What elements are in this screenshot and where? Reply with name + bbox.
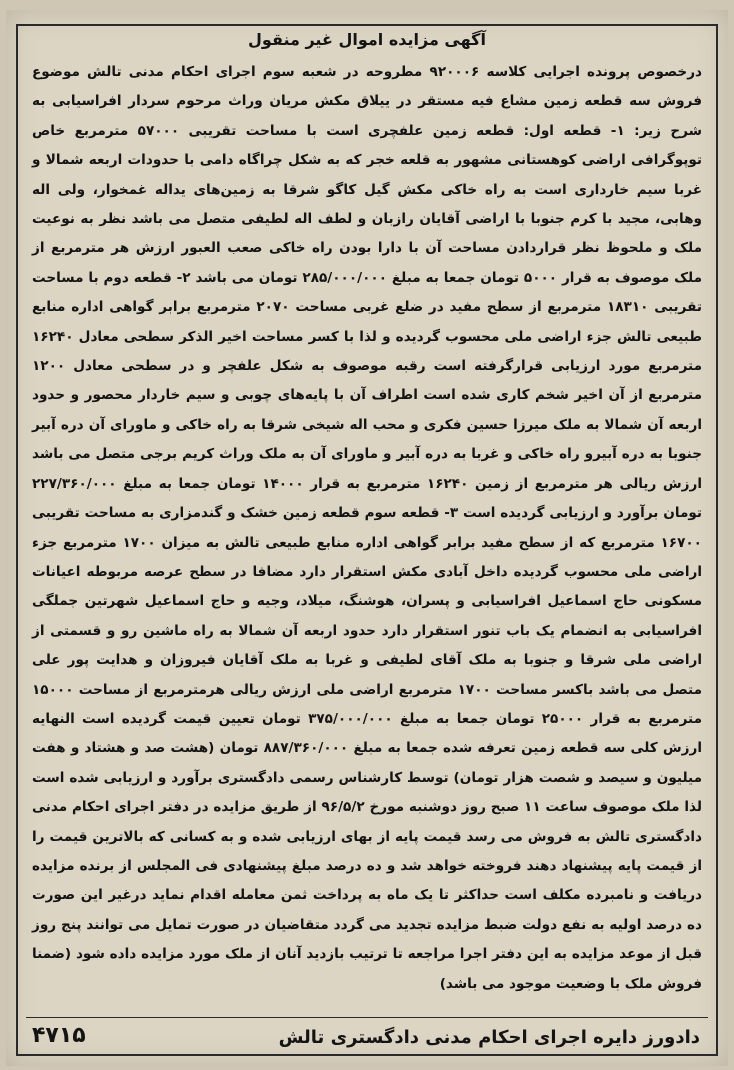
ad-code: ۴۷۱۵	[32, 1023, 86, 1048]
notice-body: درخصوص پرونده اجرایی کلاسه ۹۲۰۰۰۶ مطروحه در شعبه سوم اجرای احکام مدنی تالش موضوع فروش سه قطعه زمین مشاع فیه مستقر در ییلاق مکش مریان وراث مرحوم سردار افراسیابی به شرح زیر: ۱- قطعه اول: قطعه زمین علفچری است با مساحت تقریبی ۵۷۰۰۰ مترمربع خاص توپوگرافی اراضی کوهستانی مشهور به قلعه خجر که به شکل چراگاه دامی با حدودات اربعه شمالا و غربا سیم خارداری است به راه خاکی مکش گیل کاگو شرقا به زمین‌های یداله غمخوار، ولی اله وهابی، مجید با کرم جنوبا با اراضی آقایان رازبان و لطف اله لطیفی متصل می باشد نظر به نوعیت ملک و ملحوظ نظر قراردادن مساحت آن با دارا بودن راه خاکی صعب العبور ارزش هر مترمربع از ملک موصوف به قرار ۵۰۰۰ تومان جمعا به مبلغ ۲۸۵/۰۰۰/۰۰۰ تومان می باشد ۲- قطعه دوم با مساحت تقریبی ۱۸۳۱۰ مترمربع از سطح مفید در ضلع غربی مساحت ۲۰۷۰ مترمربع برابر گواهی اداره منابع طبیعی تالش جزء اراضی ملی محسوب گردیده و لذا با کسر مساحت اخیر الذکر سطحی معادل ۱۶۲۴۰ مترمربع مورد ارزیابی قرارگرفته است رقبه موصوف به شکل علفچر و در سطحی معادل ۱۲۰۰ مترمربع از آن اخیر شخم کاری شده است اطراف آن با پایه‌های چوبی و سیم خاردار محصور و حدود اربعه آن شمالا به ملک میرزا حسین فکری و محب اله شیخی شرقا به راه خاکی و ماورای آن دره آبیر جنوبا به دره آبیرو راه خاکی و غربا به دره آبیر و ماورای آن به ملک وراث کریم برجی متصل می باشد ارزش ریالی هر مترمربع از زمین ۱۶۲۴۰ مترمربع به قرار ۱۴۰۰۰ تومان جمعا به مبلغ ۲۲۷/۳۶۰/۰۰۰ تومان برآورد و ارزیابی گردیده است ۳- قطعه سوم قطعه زمین خشک و گندمزاری به مساحت تقریبی ۱۶۷۰۰ مترمربع که از سطح مفید برابر گواهی اداره منابع طبیعی تالش به میزان ۱۷۰۰ مترمربع جزء اراضی ملی محسوب گردیده داخل آبادی مکش استقرار دارد مضافا در سطح عرصه مربوطه اعیانات مسکونی حاج اسماعیل افراسیابی و پسران، هوشنگ، میلاد، وجیه و حاج اسماعیل شهرتین جملگی افراسیابی به انضمام یک باب تنور استقرار دارد حدود اربعه آن شمالا به راه ماشین رو و قسمتی از اراضی ملی شرقا و جنوبا به ملک آقای لطیفی و غربا به ملک آقایان فیروزان و هدایت پور علی متصل می باشد باکسر مساحت ۱۷۰۰ مترمربع اراضی ملی ارزش ریالی هرمترمربع از مساحت ۱۵۰۰۰ مترمربع به قرار ۲۵۰۰۰ تومان جمعا به مبلغ ۳۷۵/۰۰۰/۰۰۰ تومان تعیین قیمت گردیده است النهایه ارزش کلی سه قطعه زمین تعرفه شده جمعا به مبلغ ۸۸۷/۳۶۰/۰۰۰ تومان (هشت صد و هشتاد و هفت میلیون و سیصد و شصت هزار تومان) توسط کارشناس رسمی دادگستری برآورد و ارزیابی شده است لذا ملک موصوف ساعت ۱۱ صبح روز دوشنبه مورخ ۹۶/۵/۲ از طریق مزایده در دفتر اجرای احکام مدنی دادگستری تالش به فروش می رسد قیمت پایه از بهای ارزیابی شده و به کسانی که بالاترین قیمت را از قیمت پایه پیشنهاد دهند فروخته خواهد شد و ده درصد مبلغ پیشنهادی فی المجلس از برنده مزایده دریافت و نامبرده مکلف است حداکثر تا یک ماه به پرداخت ثمن معامله اقدام نماید درغیر این صورت ده درصد اولیه به نفع دولت ضبط مزایده تجدید می گردد متقاضیان در صورت تمایل می توانند پنج روز قبل از موعد مزایده به این دفتر اجرا مراجعه تا ترتیب بازدید آنان از ملک مورد مزایده داده شود (ضمنا فروش ملک با وضعیت موجود می باشد)	[32, 64, 703, 992]
notice-frame	[16, 24, 718, 1056]
notice-title: آگهی مزایده اموال غیر منقول	[248, 30, 486, 49]
notice-signature: دادورز دایره اجرای احکام مدنی دادگستری تالش	[278, 1027, 700, 1048]
newspaper-clipping	[6, 10, 728, 1066]
footer-divider	[26, 1017, 708, 1018]
